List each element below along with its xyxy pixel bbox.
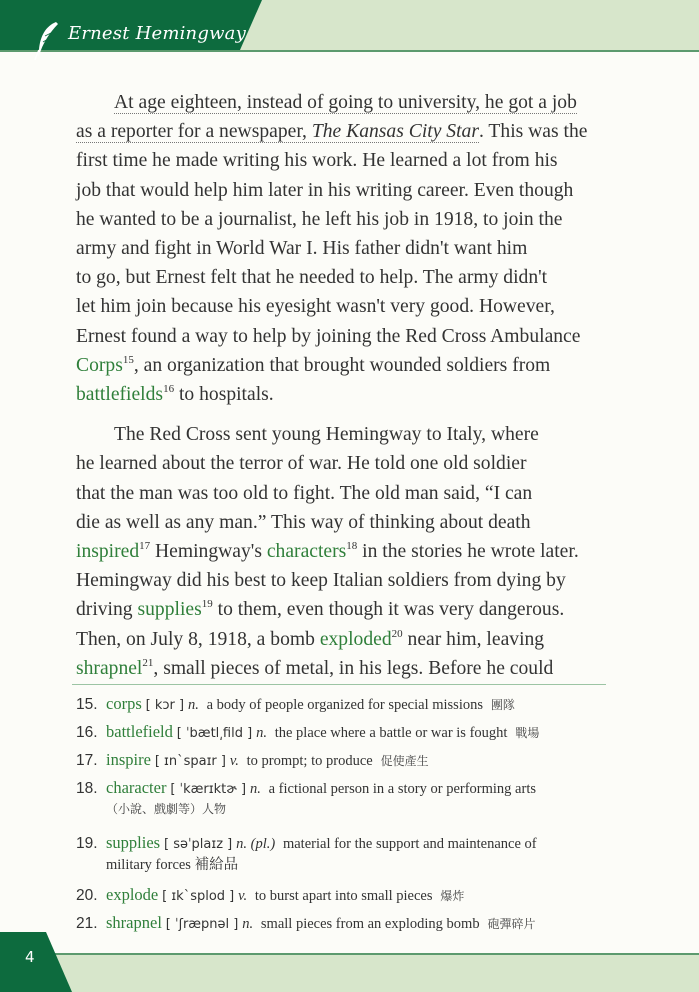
entry-part-of-speech: v. — [238, 888, 248, 904]
footnote-ref: 17 — [139, 540, 151, 553]
text-segment: to them, even though it was very dangerous. — [212, 599, 565, 621]
entry-number: 17. — [76, 752, 98, 769]
entry-part-of-speech: n. — [249, 781, 261, 797]
entry-definition: the place where a battle or war is fought — [274, 725, 508, 741]
text-segment: near him, leaving — [402, 628, 545, 650]
entry-pronunciation: [ ˈʃræpnəl ] — [165, 917, 239, 932]
text-line — [76, 625, 616, 654]
main-text — [76, 88, 616, 683]
entry-definition: material for the support and maintenance of — [282, 836, 537, 852]
text-line — [76, 537, 616, 566]
entry-word: character — [106, 778, 167, 797]
footnote-ref: 15 — [122, 353, 134, 366]
text-line — [76, 88, 616, 117]
text-segment: as a reporter for a newspaper, — [76, 121, 312, 143]
entry-word: inspire — [106, 750, 151, 769]
glossary-entry — [76, 750, 429, 770]
entry-number: 20. — [76, 887, 98, 904]
text-segment: , small pieces of metal, in his legs. Before he could — [153, 657, 554, 679]
entry-number: 19. — [76, 835, 98, 852]
book-title: Ernest Hemingway — [68, 23, 246, 44]
entry-word: corps — [106, 694, 142, 713]
glossary-term: inspired — [76, 541, 140, 563]
entry-translation: 團隊 — [490, 698, 515, 712]
text-segment: in the stories he wrote later. — [357, 541, 579, 563]
entry-word: battlefield — [106, 722, 173, 741]
footer-band — [0, 955, 699, 992]
entry-definition: a body of people organized for special missions — [206, 697, 483, 713]
entry-pronunciation: [ ɪkˋsplod ] — [162, 889, 235, 904]
glossary-entry — [76, 722, 539, 742]
footnote-ref: 20 — [391, 627, 403, 640]
entry-part-of-speech: n. — [187, 697, 199, 713]
entry-part-of-speech: n. — [242, 916, 254, 932]
text-line — [76, 351, 616, 380]
glossary-entry — [76, 885, 464, 905]
text-segment: . This was the — [478, 121, 588, 143]
glossary-term: exploded — [319, 628, 392, 650]
entry-pronunciation: [ səˈplaɪz ] — [163, 837, 233, 852]
entry-pronunciation: [ ɪnˋspaɪr ] — [154, 754, 226, 769]
quill-feather-icon — [34, 20, 60, 62]
text-line: to go, but Ernest felt that he needed to help. The army didn't — [76, 267, 548, 289]
text-line — [76, 380, 616, 409]
text-line: Ernest found a way to help by joining the Red Cross Ambulance — [76, 325, 581, 347]
entry-word: shrapnel — [106, 913, 162, 932]
glossary-entry — [76, 778, 536, 798]
text-line — [76, 595, 616, 624]
newspaper-title: The Kansas City Star — [311, 121, 479, 143]
entry-pronunciation: [ kɔr ] — [145, 698, 185, 713]
paragraph-1 — [76, 88, 616, 409]
entry-definition: to prompt; to produce — [246, 753, 373, 769]
text-line: that the man was too old to fight. The old man said, “I can — [76, 482, 533, 504]
glossary-term: characters — [266, 541, 347, 563]
entry-number: 21. — [76, 915, 98, 932]
underlined-text — [76, 121, 479, 143]
footnote-ref: 21 — [142, 656, 154, 669]
footnote-ref: 18 — [346, 540, 358, 553]
text-line: he wanted to be a journalist, he left his job in 1918, to join the — [76, 208, 563, 230]
entry-part-of-speech: v. — [229, 753, 239, 769]
header-rule — [0, 50, 699, 52]
entry-translation: 促使產生 — [380, 754, 429, 768]
footer-rule — [0, 953, 699, 955]
glossary-term: shrapnel — [76, 657, 143, 679]
glossary-term: supplies — [137, 599, 202, 621]
paragraph-2 — [76, 420, 616, 683]
entry-definition-continued: military forces 補給品 — [106, 857, 239, 873]
text-line — [76, 117, 616, 146]
underlined-text: At age eighteen, instead of going to university, he got a job — [114, 92, 577, 113]
text-line: he learned about the terror of war. He told one old soldier — [76, 453, 527, 475]
text-segment: Hemingway's — [150, 541, 267, 563]
entry-definition: a fictional person in a story or performing arts — [268, 781, 536, 797]
entry-word: explode — [106, 885, 159, 904]
text-line: army and fight in World War I. His father didn't want him — [76, 238, 528, 260]
glossary-term: battlefields — [76, 384, 164, 406]
text-line: Hemingway did his best to keep Italian soldiers from dying by — [76, 570, 566, 592]
text-segment: , an organization that brought wounded soldiers from — [133, 354, 551, 376]
entry-translation: 爆炸 — [440, 889, 465, 903]
glossary-entry — [76, 913, 535, 933]
text-segment: Then, on July 8, 1918, a bomb — [76, 628, 320, 650]
entry-translation: 戰場 — [515, 726, 540, 740]
entry-part-of-speech: n. — [256, 725, 267, 741]
text-line — [76, 654, 616, 683]
glossary-entry — [76, 833, 537, 853]
entry-part-of-speech: n. (pl.) — [236, 836, 276, 852]
text-line: job that would help him later in his writing career. Even though — [76, 179, 574, 201]
footnote-ref: 16 — [163, 383, 175, 396]
glossary-entry — [76, 694, 515, 714]
entry-word: supplies — [106, 833, 161, 852]
page-number: 4 — [25, 948, 35, 966]
entry-definition: to burst apart into small pieces — [254, 888, 433, 904]
entry-definition: small pieces from an exploding bomb — [260, 916, 480, 932]
text-line: let him join because his eyesight wasn't very good. However, — [76, 296, 555, 318]
entry-pronunciation: [ ˈkærɪktɚ ] — [170, 782, 247, 797]
text-segment: driving — [76, 599, 138, 621]
text-line: die as well as any man.” This way of thinking about death — [76, 511, 531, 533]
text-line: first time he made writing his work. He learned a lot from his — [76, 150, 558, 172]
text-line: The Red Cross sent young Hemingway to Italy, where — [114, 424, 539, 446]
glossary-term: Corps — [76, 354, 123, 376]
text-segment: to hospitals. — [174, 384, 274, 406]
entry-translation: 砲彈碎片 — [487, 917, 536, 931]
glossary-divider — [72, 684, 606, 685]
entry-pronunciation: [ ˈbætl͵fild ] — [176, 726, 253, 741]
entry-number: 18. — [76, 780, 98, 797]
entry-translation: （小說、戲劇等）人物 — [106, 802, 227, 816]
footnote-ref: 19 — [201, 598, 213, 611]
entry-number: 16. — [76, 724, 98, 741]
entry-number: 15. — [76, 696, 98, 713]
